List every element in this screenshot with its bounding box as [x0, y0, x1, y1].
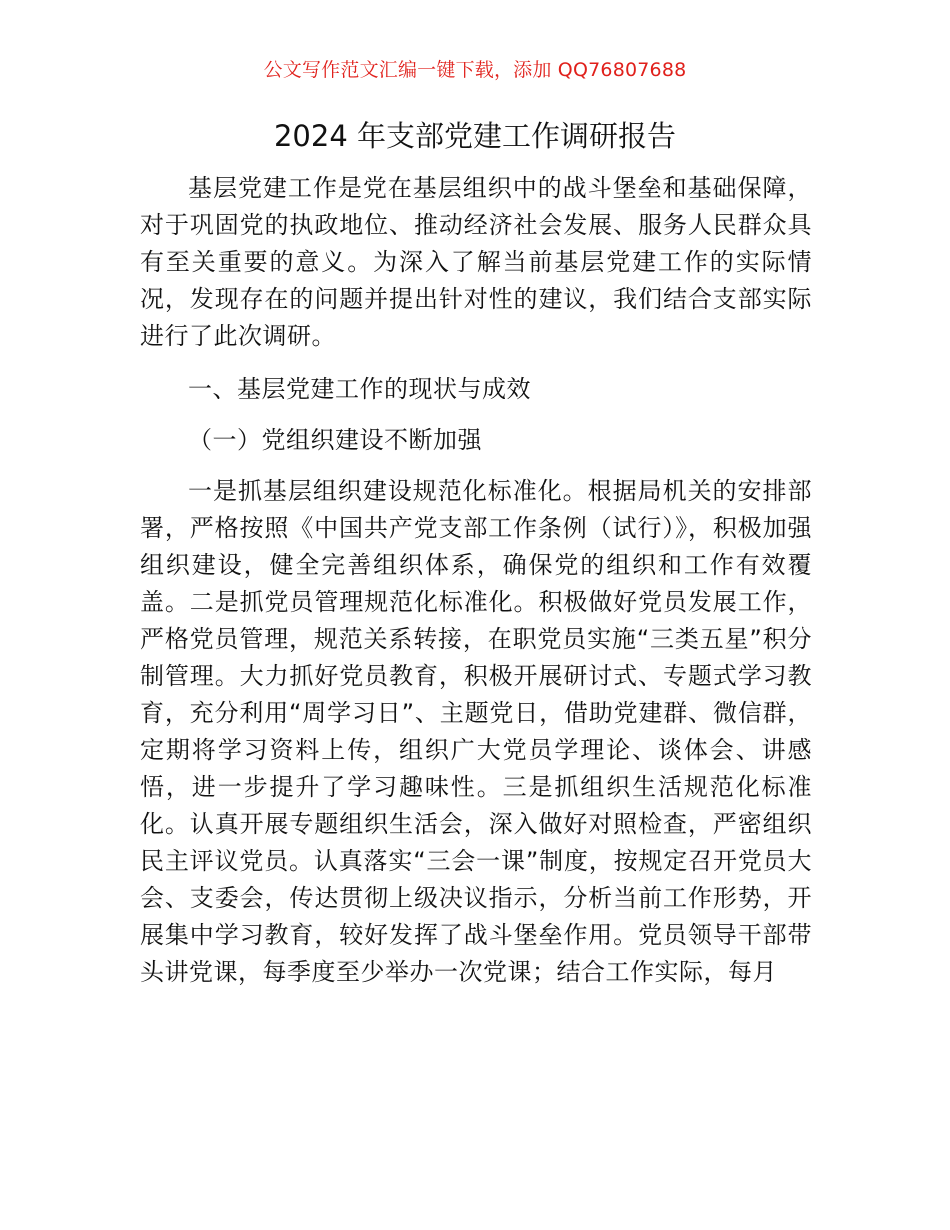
download-banner: 公文写作范文汇编一键下载，添加 QQ76807688 [263, 59, 687, 81]
subsection-heading: （一）党组织建设不断加强 [188, 426, 482, 454]
report-title: 2024 年支部党建工作调研报告 [273, 119, 677, 153]
report-body [140, 170, 812, 991]
body-paragraph: 一是抓基层组织建设规范化标准化。根据局机关的安排部署，严格按照《中国共产党支部工作条例（试行）》，积极加强组织建设，健全完善组织体系，确保党的组织和工作有效覆盖。二是抓党员管理规范化标准化。积极做好党员发展工作，严格党员管理，规范关系转接，在职党员实施“三类五星”积分制管理。大力抓好党员教育，积极开展研讨式、专题式学习教育，充分利用“周学习日”、主题党日，借助党建群、微信群，定期将学习资料上传，组织广大党员学理论、谈体会、讲感悟，进一步提升了学习趣味性。三是抓组织生活规范化标准化。认真开展专题组织生活会，深入做好对照检查，严密组织民主评议党员。认真落实“三会一课”制度，按规定召开党员大会、支委会，传达贯彻上级决议指示，分析当前工作形势，开展集中学习教育，较好发挥了战斗堡垒作用。党员领导干部带头讲党课，每季度至少举办一次党课；结合工作实际，每月 [140, 477, 812, 986]
section-heading: 一、基层党建工作的现状与成效 [188, 375, 531, 403]
intro-paragraph: 基层党建工作是党在基层组织中的战斗堡垒和基础保障，对于巩固党的执政地位、推动经济社会发展、服务人民群众具有至关重要的意义。为深入了解当前基层党建工作的实际情况，发现存在的问题并提出针对性的建议，我们结合支部实际进行了此次调研。 [140, 174, 812, 350]
